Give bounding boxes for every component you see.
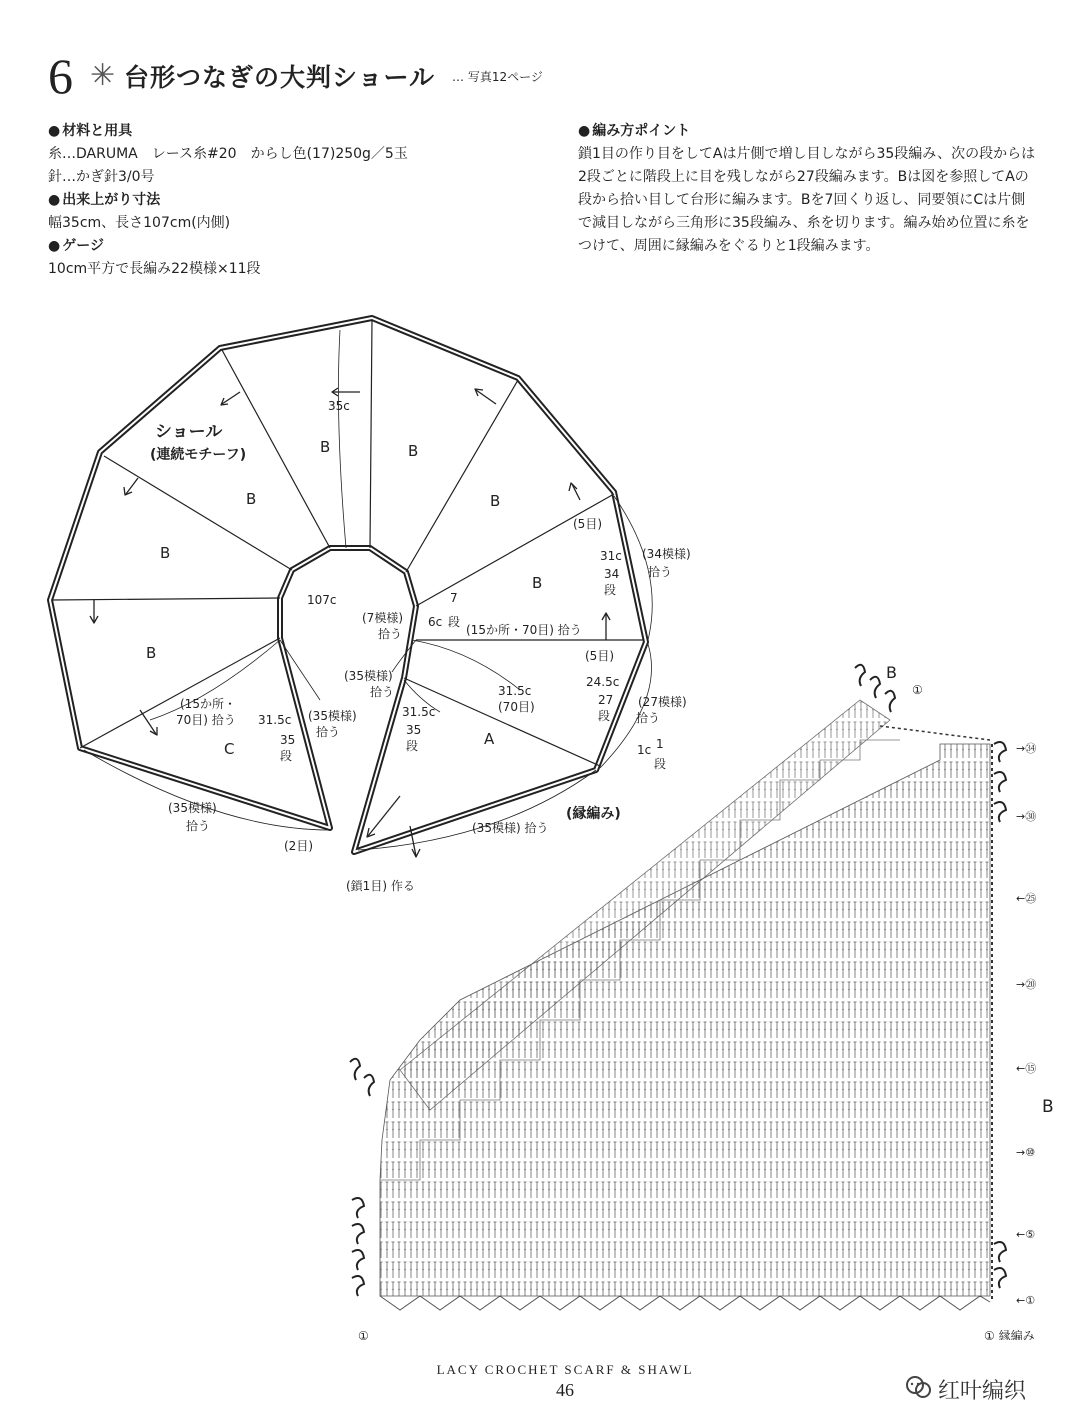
- label-hirou: 拾う: [370, 685, 395, 699]
- rows-dan: 段: [598, 709, 611, 723]
- label-34moyo: (34模様): [642, 547, 691, 561]
- gauge-spec: 10cm平方で長編み22模様×11段: [48, 261, 261, 277]
- row-marker-30: →㉚: [1016, 810, 1037, 823]
- instruction-line: つけて、周囲に縁編みをぐるりと1段編みます。: [578, 238, 880, 254]
- chart-top-edge: [880, 726, 990, 740]
- pattern-number: 6: [48, 48, 73, 104]
- label-hirou: 拾う: [636, 711, 661, 725]
- measure-1c: 1c: [637, 743, 652, 757]
- yarn-spec: 糸…DARUMA レース糸#20 からし色(17)250g／5玉: [48, 146, 408, 162]
- rows-dan: 段: [654, 757, 667, 771]
- asterisk-icon: ✳: [90, 58, 116, 93]
- label-35moyo-hirou: (35模様) 拾う: [472, 821, 549, 835]
- row-marker-20: →⑳: [1016, 978, 1037, 991]
- label-27moyo: (27模様): [638, 695, 687, 709]
- panel-label-b: B: [246, 490, 257, 508]
- measure-6c: 6c: [428, 615, 443, 629]
- pattern-title: 台形つなぎの大判ショール: [124, 63, 436, 92]
- book-title: LACY CROCHET SCARF & SHAWL: [436, 1362, 694, 1377]
- instruction-line: で減目しながら三角形に35段編み、糸を切ります。編み始め位置に糸を: [578, 215, 1030, 231]
- rows-1: 1: [656, 737, 664, 751]
- chart-bottom-left-marker: ①: [358, 1329, 369, 1340]
- hook-spec: 針…かぎ針3/0号: [48, 169, 155, 185]
- materials-section: [48, 120, 518, 281]
- instructions-heading: ● 編み方ポイント: [578, 120, 1048, 143]
- label-7moyo: (7模様): [362, 611, 403, 625]
- label-15ka-c: 70目) 拾う: [176, 713, 236, 727]
- measure-24-5c: 24.5c: [586, 675, 620, 689]
- label-35moyo: (35模様): [344, 669, 393, 683]
- measure-31-5c: 31.5c: [498, 684, 532, 698]
- panel-label-b: B: [532, 574, 543, 592]
- wechat-logo-icon: [904, 1372, 934, 1402]
- instructions-section: [578, 120, 1048, 258]
- label-kusari: (鎖1目) 作る: [346, 879, 415, 893]
- measure-107c: 107c: [307, 593, 337, 607]
- measure-31c: 31c: [600, 549, 622, 563]
- label-35moyo: (35模様): [168, 801, 217, 815]
- label-15ka-c: (15か所・: [180, 697, 236, 711]
- watermark: [904, 1372, 1064, 1404]
- panel-label-b: B: [320, 438, 331, 456]
- instruction-line: 段から拾い目して台形に編みます。Bを7回くり返し、同要領にCは片側: [578, 192, 1026, 208]
- label-hirou: 拾う: [648, 565, 673, 579]
- materials-heading: ● 材料と用具: [48, 120, 518, 143]
- label-2me: (2目): [284, 839, 313, 853]
- row-marker-25: ←㉕: [1016, 892, 1037, 905]
- label-5me: (5目): [573, 517, 602, 531]
- label-hirou: 拾う: [186, 819, 211, 833]
- chart-label-b: B: [886, 663, 897, 682]
- label-35moyo: (35模様): [308, 709, 357, 723]
- chart-bottom-right-marker: ① 縁編み: [984, 1329, 1035, 1340]
- panel-label-b: B: [146, 644, 157, 662]
- watermark-text: 红叶编织: [938, 1379, 1027, 1404]
- row-marker-5: ←⑤: [1016, 1228, 1036, 1241]
- measure-35c: 35c: [328, 399, 350, 413]
- size-spec: 幅35cm、長さ107cm(内側): [48, 215, 231, 231]
- label-hirou: 拾う: [316, 725, 341, 739]
- rows-dan: 段: [448, 615, 461, 629]
- measure-31-5c: 31.5c: [402, 705, 436, 719]
- label-15ka: (15か所・70目) 拾う: [466, 623, 582, 637]
- instruction-line: 2段ごとに階段上に目を残しながら27段編みます。Bは図を参照してAの: [578, 169, 1029, 185]
- panel-label-b: B: [160, 544, 171, 562]
- label-hirou: 拾う: [378, 627, 403, 641]
- row-marker-34: →㉞: [1016, 742, 1037, 755]
- panel-label-c: C: [224, 740, 235, 758]
- instruction-line: 鎖1目の作り目をしてAは片側で増し目しながら35段編み、次の段からは: [578, 146, 1036, 162]
- shawl-subtitle: (連続モチーフ): [150, 447, 247, 463]
- label-5me: (5目): [585, 649, 614, 663]
- shawl-title: ショール: [155, 422, 223, 442]
- chart-bottom-edging: [380, 1296, 990, 1310]
- rows-35: 35: [406, 723, 422, 737]
- label-70me: (70目): [498, 700, 535, 714]
- crochet-chart: [330, 660, 1070, 1340]
- rows-dan: 段: [604, 583, 617, 597]
- photo-reference: … 写真12ページ: [452, 70, 543, 84]
- rows-27: 27: [598, 693, 614, 707]
- panel-label-a: A: [484, 730, 495, 748]
- page-number: 46: [556, 1380, 574, 1400]
- label-fuchi: (縁編み): [566, 806, 621, 822]
- chart-start-marker: ①: [912, 683, 923, 697]
- rows-7: 7: [450, 591, 458, 605]
- rows-dan: 段: [280, 749, 293, 763]
- row-marker-1: ←①: [1016, 1294, 1036, 1307]
- rows-34: 34: [604, 567, 620, 581]
- rows-35: 35: [280, 733, 296, 747]
- rows-dan: 段: [406, 739, 419, 753]
- panel-label-b: B: [490, 492, 501, 510]
- size-heading: ● 出来上がり寸法: [48, 189, 518, 212]
- chart-side-label-b: B: [1042, 1097, 1054, 1117]
- row-marker-15: ←⑮: [1016, 1062, 1037, 1075]
- row-marker-10: →⑩: [1016, 1146, 1036, 1159]
- panel-label-b: B: [408, 442, 419, 460]
- measure-31-5c: 31.5c: [258, 713, 292, 727]
- gauge-heading: ● ゲージ: [48, 235, 518, 258]
